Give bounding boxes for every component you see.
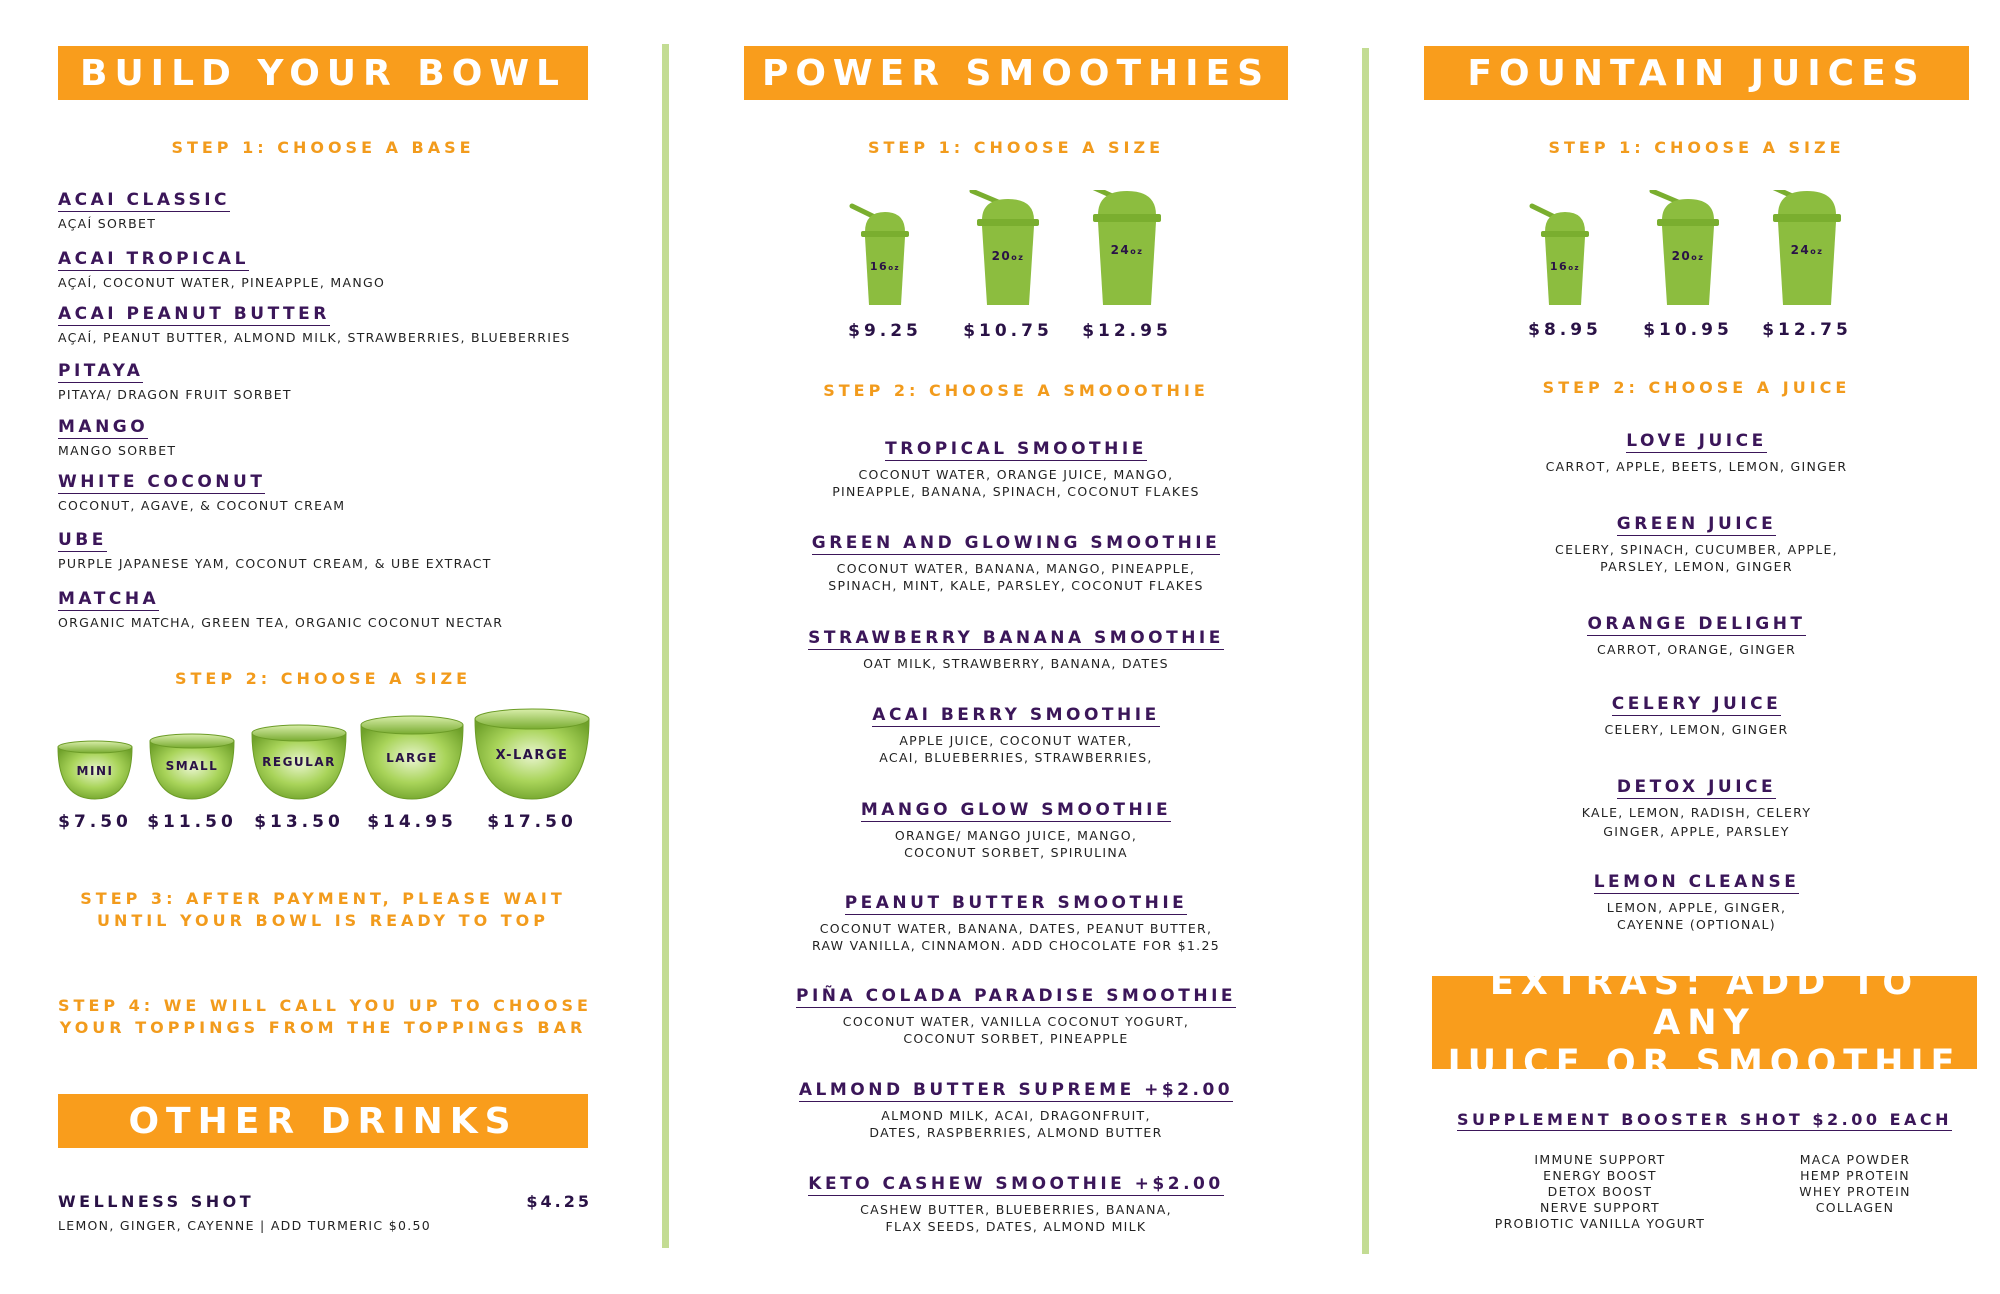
juice-desc-line1: CELERY, SPINACH, CUCUMBER, APPLE, <box>1555 542 1838 557</box>
smoothie-item[interactable] <box>744 1080 1288 1141</box>
smoothie-desc-line1: COCONUT WATER, ORANGE JUICE, MANGO, <box>858 467 1174 482</box>
bowl-step2-label: STEP 2: CHOOSE A SIZE <box>174 669 472 688</box>
bowl-base-name: UBE <box>58 530 107 550</box>
column-divider-right <box>1362 48 1369 1254</box>
smoothie-name: STRAWBERRY BANANA SMOOTHIE <box>808 628 1224 648</box>
bowl-base-name: MANGO <box>58 417 149 437</box>
extras-option[interactable]: WHEY PROTEIN <box>1799 1184 1911 1199</box>
smoothie-desc-line1: COCONUT WATER, BANANA, MANGO, PINEAPPLE, <box>836 561 1196 576</box>
smoothie-name: KETO CASHEW SMOOTHIE +$2.00 <box>808 1174 1224 1194</box>
bowl-price: $13.50 <box>254 812 344 832</box>
bowl-base-name: ACAI PEANUT BUTTER <box>58 304 330 324</box>
build-your-bowl-title: BUILD YOUR BOWL <box>80 52 566 94</box>
smoothie-price: $9.25 <box>848 321 922 341</box>
extras-option[interactable]: IMMUNE SUPPORT <box>1534 1152 1666 1167</box>
bowl-step3-line1: STEP 3: AFTER PAYMENT, PLEASE WAIT <box>80 889 566 908</box>
smoothie-name: PIÑA COLADA PARADISE SMOOTHIE <box>795 986 1237 1006</box>
cup-size-number: 16 <box>1549 260 1569 273</box>
bowl-base-item[interactable] <box>58 417 176 459</box>
smoothie-item[interactable] <box>744 439 1288 500</box>
smoothie-desc-line2: COCONUT SORBET, PINEAPPLE <box>903 1031 1129 1046</box>
smoothie-desc-line1: APPLE JUICE, COCONUT WATER, <box>899 733 1133 748</box>
bowl-size-label: SMALL <box>165 759 219 773</box>
cup-size-number: 20 <box>1671 249 1692 263</box>
juice-item[interactable] <box>1424 614 1969 658</box>
bowl-size-label: X-LARGE <box>495 748 569 763</box>
bowl-step4-line1: STEP 4: WE WILL CALL YOU UP TO CHOOSE <box>58 996 592 1015</box>
smoothie-step1-label: STEP 1: CHOOSE A SIZE <box>867 138 1165 157</box>
smoothie-price: $10.75 <box>963 321 1053 341</box>
extras-option[interactable]: HEMP PROTEIN <box>1800 1168 1910 1183</box>
bowl-base-desc: COCONUT, AGAVE, & COCONUT CREAM <box>58 498 346 513</box>
juice-name: LEMON CLEANSE <box>1593 872 1800 892</box>
extras-list-right <box>1770 1152 1940 1216</box>
extras-option[interactable]: COLLAGEN <box>1815 1200 1895 1215</box>
extras-option[interactable]: MACA POWDER <box>1799 1152 1911 1167</box>
cup-size-unit: oz <box>1810 247 1824 256</box>
juice-name: LOVE JUICE <box>1626 431 1767 451</box>
bowl-base-item[interactable] <box>58 190 230 232</box>
smoothie-item[interactable] <box>744 893 1288 954</box>
bowl-base-name: ACAI TROPICAL <box>58 249 249 269</box>
bowl-base-item[interactable] <box>58 589 503 631</box>
bowl-small-icon[interactable] <box>150 734 234 799</box>
other-drinks-title: OTHER DRINKS <box>128 1100 518 1142</box>
wellness-shot-desc: LEMON, GINGER, CAYENNE | ADD TURMERIC $0.50 <box>58 1218 432 1233</box>
extras-title-line1: EXTRAS: ADD TO ANY <box>1489 962 1920 1043</box>
juice-price: $10.95 <box>1643 320 1733 340</box>
smoothie-desc-line2: RAW VANILLA, CINNAMON. ADD CHOCOLATE FOR $1.25 <box>812 938 1220 953</box>
smoothie-price: $12.95 <box>1082 321 1172 341</box>
bowl-price: $17.50 <box>487 812 577 832</box>
cup-size-number: 16 <box>869 260 889 273</box>
fountain-juices-title: FOUNTAIN JUICES <box>1467 52 1926 94</box>
juice-name: GREEN JUICE <box>1616 514 1777 534</box>
bowl-base-desc: AÇAÍ, COCONUT WATER, PINEAPPLE, MANGO <box>58 275 386 290</box>
bowl-base-name: WHITE COCONUT <box>58 472 266 492</box>
smoothie-desc-line1: COCONUT WATER, VANILLA COCONUT YOGURT, <box>842 1014 1190 1029</box>
smoothie-24oz-cup-icon[interactable] <box>1090 190 1161 305</box>
juice-item[interactable] <box>1424 777 1969 840</box>
juice-desc-line1: LEMON, APPLE, GINGER, <box>1606 900 1787 915</box>
cup-size-number: 20 <box>991 249 1012 263</box>
bowl-price: $7.50 <box>58 812 132 832</box>
bowl-size-label: MINI <box>76 764 114 778</box>
juice-name: DETOX JUICE <box>1616 777 1777 797</box>
bowl-mini-icon[interactable] <box>58 741 132 799</box>
bowl-price: $11.50 <box>147 812 237 832</box>
juice-price: $8.95 <box>1528 320 1602 340</box>
bowl-step3-label <box>58 888 588 932</box>
bowl-step1-label: STEP 1: CHOOSE A BASE <box>171 138 475 157</box>
smoothie-desc-line1: COCONUT WATER, BANANA, DATES, PEANUT BUTTER, <box>819 921 1213 936</box>
smoothie-item[interactable] <box>744 533 1288 594</box>
bowl-large-icon[interactable] <box>361 716 463 799</box>
bowl-size-label: REGULAR <box>262 755 336 769</box>
extras-list-left <box>1480 1152 1720 1232</box>
smoothie-step2-label: STEP 2: CHOOSE A SMOOOTHIE <box>823 381 1209 400</box>
juice-20oz-cup-icon[interactable] <box>1652 191 1719 305</box>
extras-option[interactable]: PROBIOTIC VANILLA YOGURT <box>1494 1216 1706 1231</box>
juice-desc-line1: CELERY, LEMON, GINGER <box>1604 722 1789 737</box>
bowl-base-item[interactable] <box>58 304 571 346</box>
smoothie-cup-graphics <box>840 190 1180 315</box>
smoothie-desc-line2: ACAI, BLUEBERRIES, STRAWBERRIES, <box>879 750 1153 765</box>
smoothie-item[interactable] <box>744 705 1288 766</box>
smoothie-item[interactable] <box>744 986 1288 1047</box>
juice-item[interactable] <box>1424 514 1969 575</box>
smoothie-desc-line2: SPINACH, MINT, KALE, PARSLEY, COCONUT FLAKES <box>828 578 1204 593</box>
bowl-base-name: MATCHA <box>58 589 160 609</box>
smoothie-desc-line1: ALMOND MILK, ACAI, DRAGONFRUIT, <box>881 1108 1151 1123</box>
power-smoothies-banner <box>744 46 1288 100</box>
cup-size-unit: oz <box>1568 264 1581 272</box>
bowl-base-desc: AÇAÍ SORBET <box>58 216 157 231</box>
cup-size-unit: oz <box>1011 253 1025 262</box>
cup-size-unit: oz <box>1130 247 1144 256</box>
juice-cup-graphics <box>1520 190 1860 315</box>
smoothie-item[interactable] <box>744 628 1288 672</box>
bowl-regular-icon[interactable] <box>252 725 346 799</box>
cup-size-number: 24 <box>1110 243 1131 257</box>
cup-size-number: 24 <box>1790 243 1811 257</box>
juice-desc-line2: GINGER, APPLE, PARSLEY <box>1603 824 1790 839</box>
juice-16oz-cup-icon[interactable] <box>1532 206 1589 305</box>
juice-price: $12.75 <box>1762 320 1852 340</box>
bowl-base-name: PITAYA <box>58 361 144 381</box>
bowl-base-item[interactable] <box>58 530 492 572</box>
bowl-base-item[interactable] <box>58 249 385 291</box>
wellness-shot-item[interactable] <box>58 1192 592 1234</box>
cup-size-unit: oz <box>1691 253 1705 262</box>
column-divider-left <box>662 44 669 1248</box>
juice-item[interactable] <box>1424 694 1969 738</box>
smoothie-desc-line1: CASHEW BUTTER, BLUEBERRIES, BANANA, <box>860 1202 1172 1217</box>
smoothie-desc-line1: ORANGE/ MANGO JUICE, MANGO, <box>894 828 1138 843</box>
fountain-juices-banner <box>1424 46 1969 100</box>
bowl-base-desc: MANGO SORBET <box>58 443 177 458</box>
juice-item[interactable] <box>1424 872 1969 933</box>
extras-option[interactable]: DETOX BOOST <box>1547 1184 1653 1199</box>
other-drinks-banner <box>58 1094 588 1148</box>
bowl-size-graphics <box>50 705 600 805</box>
juice-desc-line1: CARROT, APPLE, BEETS, LEMON, GINGER <box>1545 459 1848 474</box>
juice-desc-line1: CARROT, ORANGE, GINGER <box>1596 642 1797 657</box>
bowl-step3-line2: UNTIL YOUR BOWL IS READY TO TOP <box>96 911 549 930</box>
extras-option[interactable]: ENERGY BOOST <box>1543 1168 1657 1183</box>
bowl-base-item[interactable] <box>58 361 292 403</box>
smoothie-16oz-cup-icon[interactable] <box>852 206 909 305</box>
juice-24oz-cup-icon[interactable] <box>1770 190 1841 305</box>
bowl-step4-line2: YOUR TOPPINGS FROM THE TOPPINGS BAR <box>59 1018 587 1037</box>
smoothie-name: TROPICAL SMOOTHIE <box>885 439 1147 459</box>
smoothie-name: PEANUT BUTTER SMOOTHIE <box>844 893 1188 913</box>
bowl-price: $14.95 <box>367 812 457 832</box>
wellness-shot-name: WELLNESS SHOT <box>58 1192 255 1211</box>
power-smoothies-title: POWER SMOOTHIES <box>761 52 1271 94</box>
smoothie-20oz-cup-icon[interactable] <box>972 191 1039 305</box>
juice-desc-line2: CAYENNE (OPTIONAL) <box>1617 917 1776 932</box>
juice-desc-line1: KALE, LEMON, RADISH, CELERY <box>1581 805 1812 820</box>
extras-option[interactable]: NERVE SUPPORT <box>1540 1200 1660 1215</box>
juice-step1-label: STEP 1: CHOOSE A SIZE <box>1548 138 1845 157</box>
bowl-base-desc: PURPLE JAPANESE YAM, COCONUT CREAM, & UBE EXTRACT <box>58 556 492 571</box>
smoothie-name: ALMOND BUTTER SUPREME +$2.00 <box>798 1080 1234 1100</box>
smoothie-desc-line2: FLAX SEEDS, DATES, ALMOND MILK <box>885 1219 1147 1234</box>
supplement-shot-heading <box>1432 1110 1977 1131</box>
smoothie-desc-line2: DATES, RASPBERRIES, ALMOND BUTTER <box>869 1125 1163 1140</box>
juice-desc-line2: PARSLEY, LEMON, GINGER <box>1600 559 1793 574</box>
juice-item[interactable] <box>1424 431 1969 475</box>
smoothie-name: GREEN AND GLOWING SMOOTHIE <box>811 533 1221 553</box>
smoothie-desc-line2: COCONUT SORBET, SPIRULINA <box>904 845 1128 860</box>
bowl-step4-label <box>58 995 592 1039</box>
build-your-bowl-banner <box>58 46 588 100</box>
wellness-shot-price: $4.25 <box>526 1192 592 1211</box>
bowl-base-desc: ORGANIC MATCHA, GREEN TEA, ORGANIC COCONUT NECTAR <box>58 615 504 630</box>
bowl-base-desc: PITAYA/ DRAGON FRUIT SORBET <box>58 387 292 402</box>
bowl-base-desc: AÇAÍ, PEANUT BUTTER, ALMOND MILK, STRAWBERRIES, BLUEBERRIES <box>58 330 571 345</box>
smoothie-item[interactable] <box>744 800 1288 861</box>
smoothie-name: ACAI BERRY SMOOTHIE <box>872 705 1160 725</box>
juice-name: ORANGE DELIGHT <box>1587 614 1806 634</box>
bowl-base-name: ACAI CLASSIC <box>58 190 231 210</box>
smoothie-item[interactable] <box>744 1174 1288 1235</box>
bowl-size-label: LARGE <box>386 751 438 765</box>
bowl-xlarge-icon[interactable] <box>475 709 589 799</box>
supplement-shot-label: SUPPLEMENT BOOSTER SHOT $2.00 EACH <box>1456 1110 1953 1129</box>
extras-title-line2: JUICE OR SMOOTHIE <box>1447 1042 1962 1083</box>
smoothie-desc-line1: OAT MILK, STRAWBERRY, BANANA, DATES <box>863 656 1169 671</box>
smoothie-desc-line2: PINEAPPLE, BANANA, SPINACH, COCONUT FLAKES <box>832 484 1200 499</box>
juice-name: CELERY JUICE <box>1611 694 1782 714</box>
smoothie-name: MANGO GLOW SMOOTHIE <box>860 800 1172 820</box>
bowl-base-item[interactable] <box>58 472 345 514</box>
cup-size-unit: oz <box>888 264 901 272</box>
juice-step2-label: STEP 2: CHOOSE A JUICE <box>1542 378 1851 397</box>
extras-banner <box>1432 962 1977 1083</box>
